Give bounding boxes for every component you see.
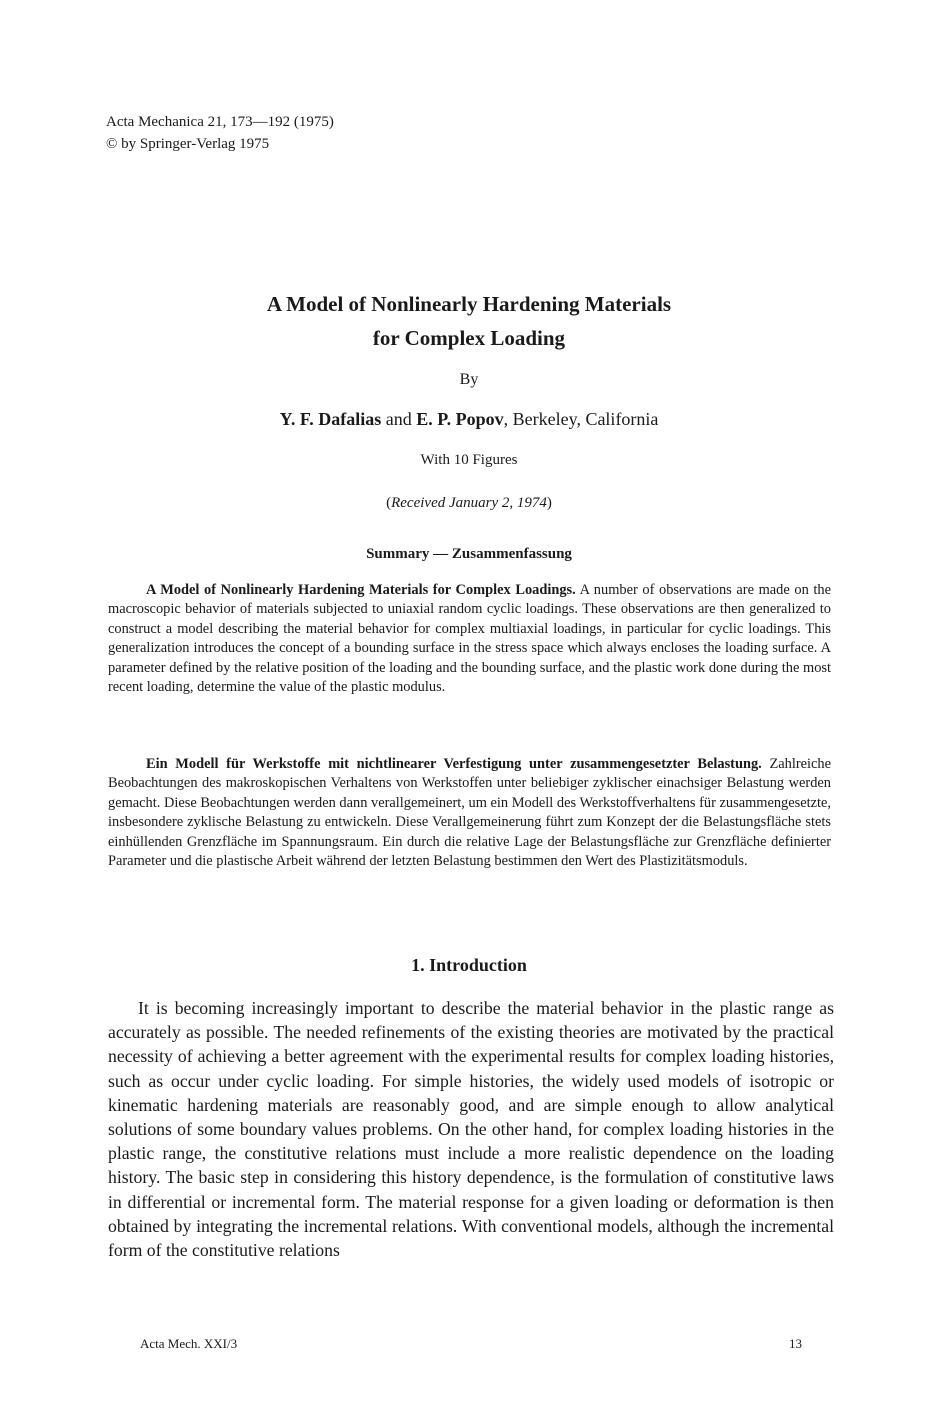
abstract-german-body: Zahlreiche Beobachtungen des makroskopischen Verhaltens von Werkstoffen unter beliebiger zyklischer einachsiger Belastung werden gemacht. Diese Beobachtungen werden dann verallgemeinert, um ein Modell des Werkstoffverhaltens für zusammengesetzte, insbesondere zyklische Belastung zu entwickeln. Diese Verallgemeinerung führt zum Konzept der die Belastungsfläche stets einhüllenden Grenzfläche im Spannungsraum. Ein durch die relative Lage der Belastungsfläche zur Grenzfläche definierter Parameter und die plastische Arbeit während der letzten Belastung bestimmen den Wert des Plastizitätsmoduls. bbox=[108, 756, 831, 870]
received-text: Received January 2, 1974 bbox=[391, 495, 547, 511]
author-conjunction: and bbox=[381, 409, 417, 429]
title-line-1: A Model of Nonlinearly Hardening Materials bbox=[266, 292, 672, 316]
abstract-german-title: Ein Modell für Werkstoffe mit nichtlinearer Verfestigung unter zusammengesetzter Belastung. bbox=[146, 756, 762, 772]
author-popov: E. P. Popov bbox=[416, 409, 504, 429]
section-heading-introduction: 1. Introduction bbox=[411, 955, 527, 975]
summary-heading: Summary — Zusammenfassung bbox=[366, 546, 572, 562]
abstract-english-body: A number of observations are made on the macroscopic behavior of materials subjected to uniaxial random cyclic loadings. These observations are then generalized to construct a model describing the material behavior for complex multiaxial loadings, in particular for cyclic loadings. This generalization introduces the concept of a bounding surface in the stress space which always encloses the loading surface. A parameter defined by the relative position of the loading and the bounding surface, and the plastic work done during the most recent loading, determine the value of the plastic modulus. bbox=[108, 582, 831, 696]
title-line-2: for Complex Loading bbox=[372, 326, 566, 350]
received-close-paren: ) bbox=[546, 495, 552, 511]
author-line bbox=[0, 409, 938, 430]
figures-note: With 10 Figures bbox=[420, 452, 518, 468]
copyright-line: © by Springer-Verlag 1975 bbox=[106, 136, 270, 152]
journal-citation bbox=[106, 111, 334, 155]
affiliation: , Berkeley, California bbox=[503, 409, 659, 429]
journal-line: Acta Mechanica 21, 173—192 (1975) bbox=[106, 114, 334, 130]
abstract-english bbox=[108, 581, 831, 697]
paper-title bbox=[0, 287, 938, 355]
received-open-paren: ( bbox=[386, 495, 392, 511]
author-dafalias: Y. F. Dafalias bbox=[279, 409, 382, 429]
abstract-english-title: A Model of Nonlinearly Hardening Materials for Complex Loadings. bbox=[146, 582, 576, 598]
footer-page-number: 13 bbox=[789, 1336, 802, 1351]
footer-journal-issue: Acta Mech. XXI/3 bbox=[140, 1336, 238, 1351]
by-label: By bbox=[459, 371, 479, 388]
abstract-german bbox=[108, 755, 831, 871]
introduction-paragraph: It is becoming increasingly important to describe the material behavior in the plastic range as accurately as possible. The needed refinements of the existing theories are motivated by the practical necessity of achieving a better agreement with the experimental results for complex loading histories, such as occur under cyclic loading. For simple histories, the widely used models of isotropic or kinematic hardening materials are reasonably good, and are simple enough to allow analytical solutions of some boundary values problems. On the other hand, for complex loading histories in the plastic range, the constitutive relations must include a more realistic dependence on the loading history. The basic step in considering this history dependence, is the formulation of constitutive laws in differential or incremental form. The material response for a given loading or deformation is then obtained by integrating the incremental relations. With conventional models, although the incremental form of the constitutive relations bbox=[108, 998, 834, 1261]
received-date bbox=[0, 495, 938, 512]
